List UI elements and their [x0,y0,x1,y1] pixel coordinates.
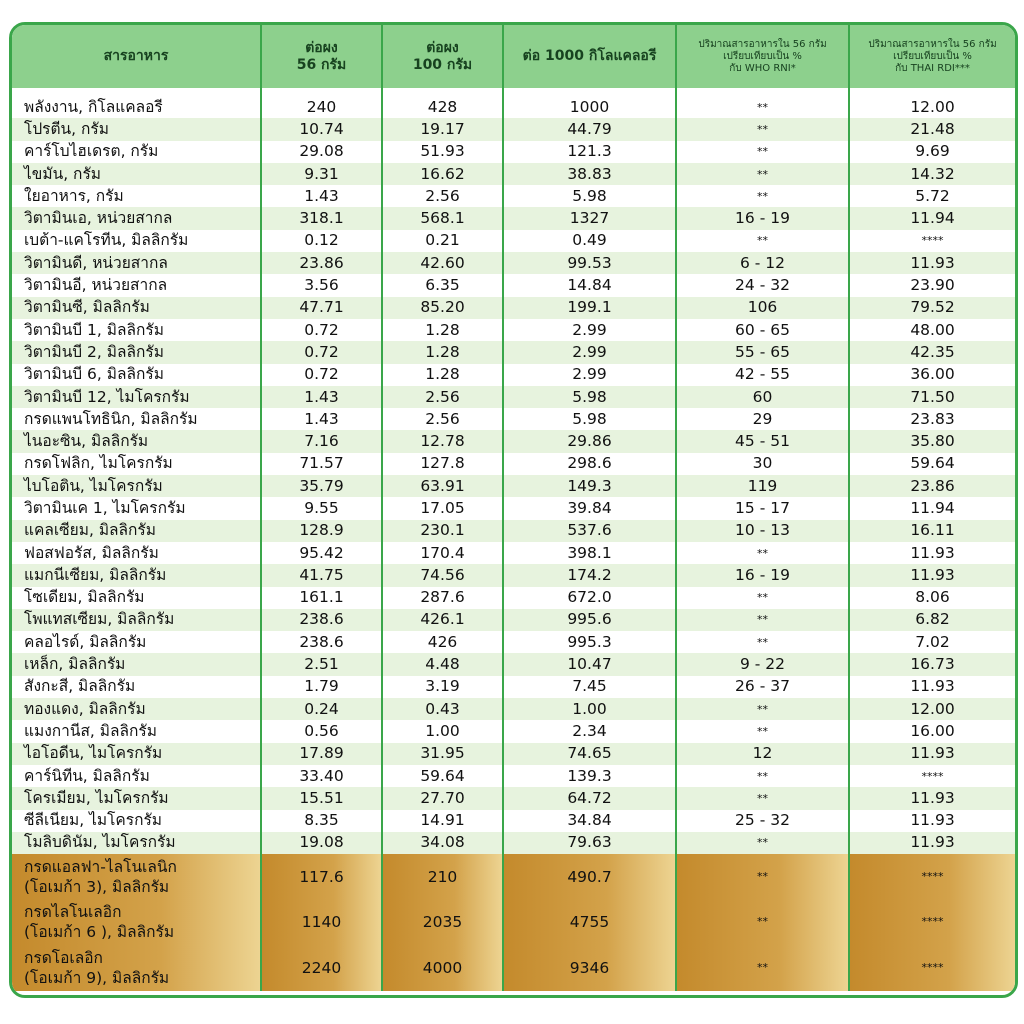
per-100g-value: 31.95 [382,743,503,765]
thai-rdi-value: 14.32 [849,163,1015,185]
who-rni-value: 16 - 19 [676,207,849,229]
thai-rdi-value: 11.94 [849,497,1015,519]
header-who-rni: ปริมาณสารอาหารใน 56 กรัม เปรียบเทียบเป็น % กับ WHO RNI* [676,25,849,88]
per-56g-value: 1.43 [261,386,382,408]
who-rni-value: 42 - 55 [676,364,849,386]
per-100g-value: 170.4 [382,542,503,564]
per-56g-value: 23.86 [261,252,382,274]
table-row [12,520,1015,542]
per-100g-value: 4000 [382,945,503,991]
who-rni-value: ** [676,542,849,564]
thai-rdi-value: 36.00 [849,364,1015,386]
per-1000kcal-value: 10.47 [503,653,676,675]
per-1000kcal-value: 139.3 [503,765,676,787]
nutrient-name: วิตามินบี 12, ไมโครกรัม [12,386,261,408]
per-1000kcal-value: 298.6 [503,453,676,475]
nutrient-name: วิตามินซี, มิลลิกรัม [12,297,261,319]
thai-rdi-value: **** [849,945,1015,991]
table-row [12,185,1015,207]
per-1000kcal-value: 79.63 [503,832,676,854]
per-100g-value: 127.8 [382,453,503,475]
per-1000kcal-value: 2.99 [503,364,676,386]
per-1000kcal-value: 29.86 [503,430,676,452]
per-56g-value: 0.72 [261,341,382,363]
thai-rdi-value: 23.83 [849,408,1015,430]
thai-rdi-value: 16.73 [849,653,1015,675]
per-1000kcal-value: 490.7 [503,854,676,900]
table-row [12,587,1015,609]
who-rni-value: ** [676,720,849,742]
nutrient-name: โครเมียม, ไมโครกรัม [12,787,261,809]
table-row [12,787,1015,809]
per-100g-value: 426.1 [382,609,503,631]
thai-rdi-value: 42.35 [849,341,1015,363]
table-row [12,364,1015,386]
per-100g-value: 2.56 [382,386,503,408]
nutrient-name: วิตามินเค 1, ไมโครกรัม [12,497,261,519]
table-row [12,564,1015,586]
nutrient-name: วิตามินบี 2, มิลลิกรัม [12,341,261,363]
table-row [12,297,1015,319]
per-1000kcal-value: 174.2 [503,564,676,586]
per-100g-value: 14.91 [382,810,503,832]
who-rni-value: ** [676,88,849,118]
nutrient-name: วิตามินดี, หน่วยสากล [12,252,261,274]
who-rni-value: ** [676,900,849,946]
per-1000kcal-value: 5.98 [503,386,676,408]
who-rni-value: ** [676,631,849,653]
nutrient-name: ไอโอดีน, ไมโครกรัม [12,743,261,765]
per-100g-value: 17.05 [382,497,503,519]
per-1000kcal-value: 74.65 [503,743,676,765]
thai-rdi-value: 11.94 [849,207,1015,229]
per-1000kcal-value: 995.6 [503,609,676,631]
thai-rdi-value: 23.90 [849,274,1015,296]
per-1000kcal-value: 64.72 [503,787,676,809]
per-56g-value: 3.56 [261,274,382,296]
per-1000kcal-value: 34.84 [503,810,676,832]
per-1000kcal-value: 995.3 [503,631,676,653]
table-row [12,854,1015,900]
thai-rdi-value: **** [849,230,1015,252]
per-1000kcal-value: 121.3 [503,141,676,163]
per-56g-value: 15.51 [261,787,382,809]
per-1000kcal-value: 199.1 [503,297,676,319]
table-row [12,743,1015,765]
per-56g-value: 0.24 [261,698,382,720]
who-rni-value: ** [676,163,849,185]
per-56g-value: 0.56 [261,720,382,742]
table-row [12,765,1015,787]
per-1000kcal-value: 4755 [503,900,676,946]
thai-rdi-value: 35.80 [849,430,1015,452]
nutrient-name: โพแทสเซียม, มิลลิกรัม [12,609,261,631]
per-100g-value: 74.56 [382,564,503,586]
per-1000kcal-value: 7.45 [503,676,676,698]
nutrient-name: กรดโอเลอิก (โอเมก้า 9), มิลลิกรัม [12,945,261,991]
header-per-1000kcal: ต่อ 1000 กิโลแคลอรี [503,25,676,88]
nutrient-name: ไนอะซิน, มิลลิกรัม [12,430,261,452]
table-row [12,88,1015,118]
per-56g-value: 8.35 [261,810,382,832]
who-rni-value: ** [676,765,849,787]
thai-rdi-value: 11.93 [849,832,1015,854]
nutrient-name: เบต้า-แคโรทีน, มิลลิกรัม [12,230,261,252]
nutrient-name: สังกะสี, มิลลิกรัม [12,676,261,698]
thai-rdi-value: 8.06 [849,587,1015,609]
thai-rdi-value: 79.52 [849,297,1015,319]
thai-rdi-value: 7.02 [849,631,1015,653]
table-row [12,230,1015,252]
table-row [12,141,1015,163]
thai-rdi-value: 11.93 [849,542,1015,564]
who-rni-value: ** [676,787,849,809]
thai-rdi-value: 11.93 [849,564,1015,586]
thai-rdi-value: 11.93 [849,787,1015,809]
per-56g-value: 0.72 [261,364,382,386]
who-rni-value: 12 [676,743,849,765]
per-1000kcal-value: 149.3 [503,475,676,497]
thai-rdi-value: 16.11 [849,520,1015,542]
table-row [12,163,1015,185]
nutrient-name: แมกนีเซียม, มิลลิกรัม [12,564,261,586]
thai-rdi-value: 11.93 [849,676,1015,698]
table-row [12,497,1015,519]
who-rni-value: 15 - 17 [676,497,849,519]
nutrition-table [12,25,1015,991]
who-rni-value: 9 - 22 [676,653,849,675]
per-100g-value: 2035 [382,900,503,946]
who-rni-value: 29 [676,408,849,430]
who-rni-value: ** [676,185,849,207]
table-row [12,653,1015,675]
per-100g-value: 4.48 [382,653,503,675]
per-100g-value: 59.64 [382,765,503,787]
per-56g-value: 17.89 [261,743,382,765]
nutrient-name: กรดโฟลิก, ไมโครกรัม [12,453,261,475]
nutrient-name: วิตามินบี 1, มิลลิกรัม [12,319,261,341]
who-rni-value: ** [676,118,849,140]
table-row [12,900,1015,946]
table-row [12,631,1015,653]
thai-rdi-value: 23.86 [849,475,1015,497]
nutrient-name: ไบโอติน, ไมโครกรัม [12,475,261,497]
thai-rdi-value: 12.00 [849,88,1015,118]
table-row [12,274,1015,296]
table-row [12,475,1015,497]
table-row [12,252,1015,274]
nutrient-name: คลอไรด์, มิลลิกรัม [12,631,261,653]
per-1000kcal-value: 1327 [503,207,676,229]
header-per-56g: ต่อผง 56 กรัม [261,25,382,88]
per-100g-value: 426 [382,631,503,653]
per-100g-value: 1.28 [382,319,503,341]
per-1000kcal-value: 1.00 [503,698,676,720]
table-row [12,453,1015,475]
table-row [12,542,1015,564]
per-56g-value: 238.6 [261,609,382,631]
per-1000kcal-value: 537.6 [503,520,676,542]
thai-rdi-value: 16.00 [849,720,1015,742]
per-100g-value: 19.17 [382,118,503,140]
nutrient-name: คาร์โบไฮเดรต, กรัม [12,141,261,163]
who-rni-value: 24 - 32 [676,274,849,296]
per-56g-value: 1.43 [261,185,382,207]
per-56g-value: 1.79 [261,676,382,698]
nutrient-name: โปรตีน, กรัม [12,118,261,140]
per-100g-value: 230.1 [382,520,503,542]
who-rni-value: ** [676,587,849,609]
per-100g-value: 2.56 [382,185,503,207]
per-1000kcal-value: 39.84 [503,497,676,519]
per-1000kcal-value: 2.99 [503,341,676,363]
table-row [12,810,1015,832]
per-100g-value: 16.62 [382,163,503,185]
who-rni-value: ** [676,609,849,631]
per-1000kcal-value: 14.84 [503,274,676,296]
per-1000kcal-value: 0.49 [503,230,676,252]
thai-rdi-value: 11.93 [849,743,1015,765]
per-1000kcal-value: 9346 [503,945,676,991]
thai-rdi-value: 21.48 [849,118,1015,140]
per-100g-value: 2.56 [382,408,503,430]
who-rni-value: ** [676,698,849,720]
table-row [12,207,1015,229]
per-1000kcal-value: 2.34 [503,720,676,742]
per-1000kcal-value: 44.79 [503,118,676,140]
per-1000kcal-value: 5.98 [503,185,676,207]
nutrient-name: วิตามินบี 6, มิลลิกรัม [12,364,261,386]
who-rni-value: ** [676,832,849,854]
nutrient-name: ใยอาหาร, กรัม [12,185,261,207]
header-per-100g: ต่อผง 100 กรัม [382,25,503,88]
per-1000kcal-value: 99.53 [503,252,676,274]
who-rni-value: 6 - 12 [676,252,849,274]
per-1000kcal-value: 38.83 [503,163,676,185]
table-row [12,118,1015,140]
per-56g-value: 318.1 [261,207,382,229]
who-rni-value: ** [676,230,849,252]
who-rni-value: 26 - 37 [676,676,849,698]
who-rni-value: ** [676,945,849,991]
per-100g-value: 3.19 [382,676,503,698]
per-100g-value: 1.28 [382,341,503,363]
per-56g-value: 35.79 [261,475,382,497]
table-row [12,609,1015,631]
per-56g-value: 10.74 [261,118,382,140]
per-56g-value: 9.31 [261,163,382,185]
thai-rdi-value: **** [849,765,1015,787]
nutrition-table-frame [9,22,1018,998]
who-rni-value: 60 [676,386,849,408]
per-100g-value: 568.1 [382,207,503,229]
table-row [12,386,1015,408]
nutrient-name: ทองแดง, มิลลิกรัม [12,698,261,720]
nutrient-name: แมงกานีส, มิลลิกรัม [12,720,261,742]
table-row [12,341,1015,363]
per-1000kcal-value: 672.0 [503,587,676,609]
thai-rdi-value: **** [849,900,1015,946]
who-rni-value: 30 [676,453,849,475]
table-row [12,720,1015,742]
per-56g-value: 95.42 [261,542,382,564]
per-56g-value: 0.72 [261,319,382,341]
who-rni-value: 16 - 19 [676,564,849,586]
who-rni-value: 119 [676,475,849,497]
thai-rdi-value: 9.69 [849,141,1015,163]
nutrient-name: วิตามินเอ, หน่วยสากล [12,207,261,229]
per-1000kcal-value: 2.99 [503,319,676,341]
thai-rdi-value: 12.00 [849,698,1015,720]
per-100g-value: 27.70 [382,787,503,809]
who-rni-value: 10 - 13 [676,520,849,542]
thai-rdi-value: 5.72 [849,185,1015,207]
thai-rdi-value: 11.93 [849,810,1015,832]
nutrient-name: พลังงาน, กิโลแคลอรี [12,88,261,118]
nutrient-name: ไขมัน, กรัม [12,163,261,185]
nutrient-name: โมลิบดินัม, ไมโครกรัม [12,832,261,854]
nutrient-name: กรดไลโนเลอิก (โอเมก้า 6 ), มิลลิกรัม [12,900,261,946]
per-56g-value: 238.6 [261,631,382,653]
per-100g-value: 1.00 [382,720,503,742]
thai-rdi-value: **** [849,854,1015,900]
per-100g-value: 0.43 [382,698,503,720]
header-thai-rdi: ปริมาณสารอาหารใน 56 กรัม เปรียบเทียบเป็น % กับ THAI RDI*** [849,25,1015,88]
per-100g-value: 210 [382,854,503,900]
per-56g-value: 29.08 [261,141,382,163]
who-rni-value: ** [676,854,849,900]
per-56g-value: 117.6 [261,854,382,900]
thai-rdi-value: 71.50 [849,386,1015,408]
nutrient-name: แคลเซียม, มิลลิกรัม [12,520,261,542]
per-56g-value: 2240 [261,945,382,991]
per-56g-value: 33.40 [261,765,382,787]
per-100g-value: 6.35 [382,274,503,296]
per-100g-value: 1.28 [382,364,503,386]
nutrient-name: กรดแพนโทธินิก, มิลลิกรัม [12,408,261,430]
table-row [12,698,1015,720]
per-100g-value: 428 [382,88,503,118]
nutrition-table-body [12,88,1015,991]
per-100g-value: 51.93 [382,141,503,163]
who-rni-value: 45 - 51 [676,430,849,452]
per-56g-value: 128.9 [261,520,382,542]
per-100g-value: 85.20 [382,297,503,319]
per-56g-value: 2.51 [261,653,382,675]
table-row [12,832,1015,854]
header-row [12,25,1015,88]
per-56g-value: 161.1 [261,587,382,609]
table-row [12,408,1015,430]
who-rni-value: 60 - 65 [676,319,849,341]
table-row [12,430,1015,452]
per-56g-value: 19.08 [261,832,382,854]
who-rni-value: 55 - 65 [676,341,849,363]
per-56g-value: 71.57 [261,453,382,475]
table-row [12,676,1015,698]
per-1000kcal-value: 398.1 [503,542,676,564]
nutrient-name: กรดแอลฟา-ไลโนเลนิก (โอเมก้า 3), มิลลิกรัม [12,854,261,900]
per-1000kcal-value: 1000 [503,88,676,118]
per-1000kcal-value: 5.98 [503,408,676,430]
table-row [12,319,1015,341]
who-rni-value: 106 [676,297,849,319]
nutrient-name: คาร์นิทีน, มิลลิกรัม [12,765,261,787]
per-56g-value: 41.75 [261,564,382,586]
nutrient-name: เหล็ก, มิลลิกรัม [12,653,261,675]
per-100g-value: 63.91 [382,475,503,497]
per-56g-value: 240 [261,88,382,118]
per-100g-value: 12.78 [382,430,503,452]
thai-rdi-value: 11.93 [849,252,1015,274]
table-row [12,945,1015,991]
per-100g-value: 34.08 [382,832,503,854]
who-rni-value: ** [676,141,849,163]
thai-rdi-value: 48.00 [849,319,1015,341]
per-56g-value: 0.12 [261,230,382,252]
header-nutrient: สารอาหาร [12,25,261,88]
nutrient-name: โซเดียม, มิลลิกรัม [12,587,261,609]
per-100g-value: 0.21 [382,230,503,252]
nutrient-name: ซีลีเนียม, ไมโครกรัม [12,810,261,832]
per-56g-value: 9.55 [261,497,382,519]
per-56g-value: 1.43 [261,408,382,430]
nutrient-name: วิตามินอี, หน่วยสากล [12,274,261,296]
per-56g-value: 1140 [261,900,382,946]
per-56g-value: 47.71 [261,297,382,319]
thai-rdi-value: 6.82 [849,609,1015,631]
thai-rdi-value: 59.64 [849,453,1015,475]
per-100g-value: 287.6 [382,587,503,609]
per-100g-value: 42.60 [382,252,503,274]
nutrient-name: ฟอสฟอรัส, มิลลิกรัม [12,542,261,564]
who-rni-value: 25 - 32 [676,810,849,832]
per-56g-value: 7.16 [261,430,382,452]
